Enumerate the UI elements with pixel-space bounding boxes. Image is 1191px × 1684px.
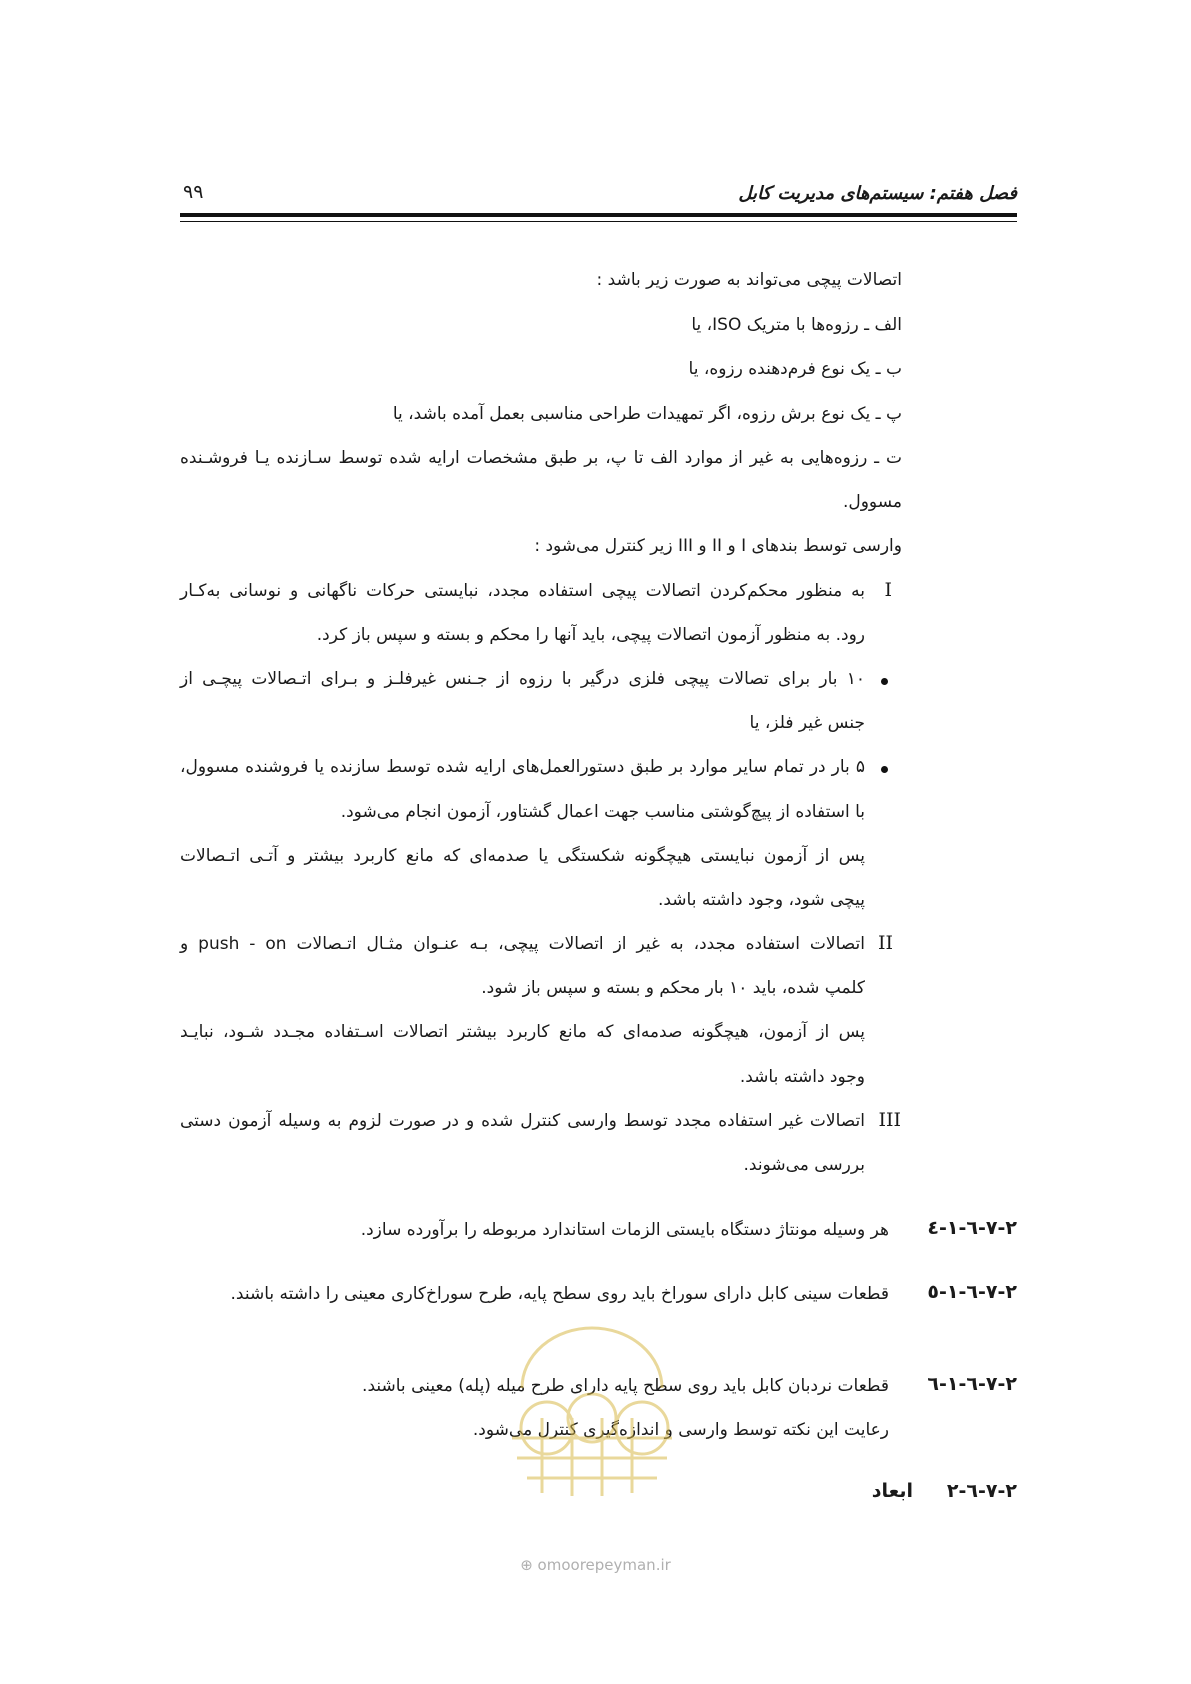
clause-I-marker: I xyxy=(884,579,892,601)
section-heading: ابعاد xyxy=(871,1480,913,1502)
section-text: قطعات سینی کابل دارای سوراخ باید روی سطح پایه، طرح سوراخ‌کاری معینی را داشته باشند. xyxy=(230,1284,889,1304)
item-be: ب ـ یک نوع فرم‌دهنده رزوه، یا xyxy=(688,359,902,379)
section-number: ۷-۲-٦-۱-٤ xyxy=(927,1217,1017,1239)
clause-II-line3: پس از آزمون، هیچگونه صدمه‌ای که مانع کاربرد بیشتر اتصالات اسـتفاده مجـدد شـود، نبایـد xyxy=(180,1022,865,1042)
clause-II-line4: وجود داشته باشد. xyxy=(739,1067,865,1087)
clause-III-line1: اتصالات غیر استفاده مجدد توسط وارسی کنترل شده و در صورت لزوم به وسیله آزمون دستی xyxy=(180,1111,865,1131)
section-number: ۷-۲-٦-۱-٦ xyxy=(927,1373,1017,1395)
clause-III-line2: بررسی می‌شوند. xyxy=(743,1155,865,1175)
verify-intro: وارسی توسط بندهای I و II و III زیر کنترل می‌شود : xyxy=(534,536,902,556)
item-te-line2: مسوول. xyxy=(842,492,902,512)
bullet-icon xyxy=(881,678,888,685)
item-alef: الف ـ رزوه‌ها با متریک ISO، یا xyxy=(691,315,902,335)
section-number: ۷-۲-٦-۲ xyxy=(946,1480,1017,1502)
watermark-url: ⊕ omoorepeyman.ir xyxy=(520,1556,671,1574)
clause-I-bullet2-line2: با استفاده از پیچ‌گوشتی مناسب جهت اعمال گشتاور، آزمون انجام می‌شود. xyxy=(340,802,865,822)
section-text-continued: رعایت این نکته توسط وارسی و اندازه‌گیری کنترل می‌شود. xyxy=(472,1420,889,1440)
clause-II-line2: کلمپ شده، باید ۱۰ بار محکم و بسته و سپس باز شود. xyxy=(481,978,865,998)
clause-I-after-line2: پیچی شود، وجود داشته باشد. xyxy=(657,890,865,910)
section-text: هر وسیله مونتاژ دستگاه بایستی الزمات استاندارد مربوطه را برآورده سازد. xyxy=(360,1220,889,1240)
clause-II-line1: اتصالات استفاده مجدد، به غیر از اتصالات پیچی، بـه عنـوان مثـال اتـصالات push - on و xyxy=(180,934,865,954)
header-rule-thin xyxy=(180,221,1017,222)
bullet-icon xyxy=(881,766,888,773)
clause-I-after-line1: پس از آزمون نبایستی هیچگونه شکستگی یا صدمه‌ای که مانع کاربرد بیشتر و آتـی اتـصالات xyxy=(180,846,865,866)
intro-line: اتصالات پیچی می‌تواند به صورت زیر باشد : xyxy=(596,270,902,290)
clause-II-marker: II xyxy=(877,932,893,954)
clause-I-bullet1-line2: جنس غیر فلز، یا xyxy=(749,713,865,733)
item-te-line1: ت ـ رزوه‌هایی به غیر از موارد الف تا پ، بر طبق مشخصات ارایه شده توسط سـازنده یـا فروشـنده xyxy=(180,448,902,468)
section-text: قطعات نردبان کابل باید روی سطح پایه دارای طرح میله (پله) معینی باشند. xyxy=(362,1376,889,1396)
page-number: ۹۹ xyxy=(183,181,204,203)
watermark-logo xyxy=(492,1318,692,1498)
clause-I-bullet2-line1: ۵ بار در تمام سایر موارد بر طبق دستورالعمل‌های ارایه شده توسط سازنده یا فروشنده مسوول، xyxy=(180,757,865,777)
globe-icon: ⊕ xyxy=(520,1556,533,1574)
clause-III-marker: III xyxy=(878,1109,901,1131)
header-rule-thick xyxy=(180,213,1017,217)
item-pe: پ ـ یک نوع برش رزوه، اگر تمهیدات طراحی مناسبی بعمل آمده باشد، یا xyxy=(392,404,902,424)
clause-I-line2: رود. به منظور آزمون اتصالات پیچی، باید آنها را محکم و بسته و سپس باز کرد. xyxy=(316,625,865,645)
section-number: ۷-۲-٦-۱-٥ xyxy=(927,1281,1017,1303)
clause-I-line1: به منظور محکم‌کردن اتصالات پیچی استفاده مجدد، نبایستی حرکات ناگهانی و نوسانی به‌کـار xyxy=(180,581,865,601)
chapter-title: فصل هفتم: سیستم‌های مدیریت کابل xyxy=(738,183,1017,204)
clause-I-bullet1-line1: ۱۰ بار برای تصالات پیچی فلزی درگیر با رزوه از جـنس غیرفلـز و بـرای اتـصالات پیچـی از xyxy=(180,669,865,689)
